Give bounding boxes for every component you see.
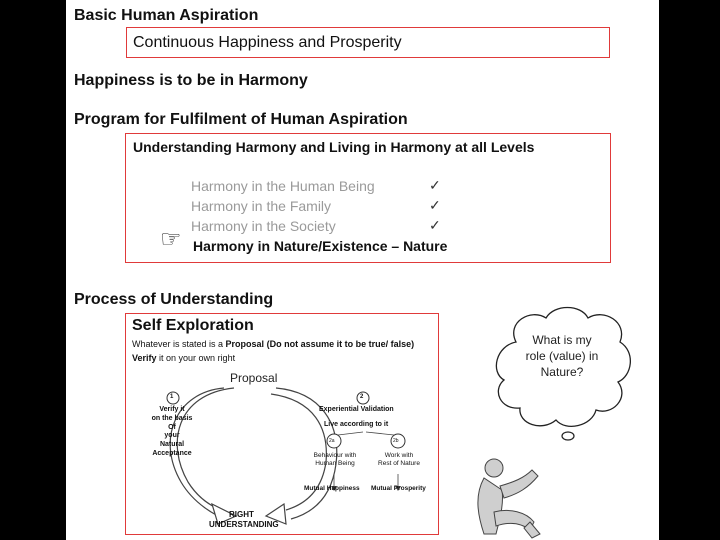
harmony-item-human-being: Harmony in the Human Being [191,178,375,194]
right-label: RIGHT [229,510,254,519]
program-box-title: Understanding Harmony and Living in Harmony at all Levels [133,139,535,155]
step-2-number: 2 [360,394,364,400]
harmony-item-nature: Harmony in Nature/Existence – Nature [193,238,448,254]
work-label: Work with Rest of Nature [378,452,420,467]
mutual-prosperity: Mutual Prosperity [371,485,426,492]
aspiration-text: Continuous Happiness and Prosperity [133,34,402,51]
harmony-item-society: Harmony in the Society [191,218,336,234]
proposal-label: Proposal [230,371,278,385]
harmony-item-family: Harmony in the Family [191,198,332,214]
thinking-figure-icon [474,456,546,540]
check-icon: ✓ [429,177,441,193]
check-icon: ✓ [429,217,441,233]
check-icon: ✓ [429,197,441,213]
verify-statement: Verify it on your own right [132,353,236,363]
step-1-number: 1 [170,394,174,400]
proposal-statement: Whatever is stated is a Proposal (Do not assume it to be true/ false) [132,339,415,349]
program-box [125,133,611,263]
heading-program: Program for Fulfilment of Human Aspiration [74,111,408,128]
cloud-question: What is my role (value) in Nature? [525,333,599,379]
heading-process: Process of Understanding [74,291,274,308]
pointing-hand-icon: ☞ [160,226,182,253]
heading-happiness: Happiness is to be in Harmony [74,72,308,89]
heading-basic-aspiration: Basic Human Aspiration [74,7,259,24]
self-exploration-title: Self Exploration [132,317,254,334]
process-box [125,313,439,535]
live-according: Live according to it [324,421,389,428]
understanding-label: UNDERSTANDING [209,520,279,529]
slide [66,0,659,540]
experiential-validation: Experiential Validation [319,406,394,413]
step-2b-number: 2b [393,438,399,444]
step-2a-number: 2a [329,438,335,444]
verify-block: Verify it on the basis Of your Natural Acceptance [151,406,193,457]
behaviour-label: Behaviour with Human Being [313,452,357,467]
aspiration-box [126,27,610,58]
mutual-happiness: Mutual Happiness [304,485,360,492]
